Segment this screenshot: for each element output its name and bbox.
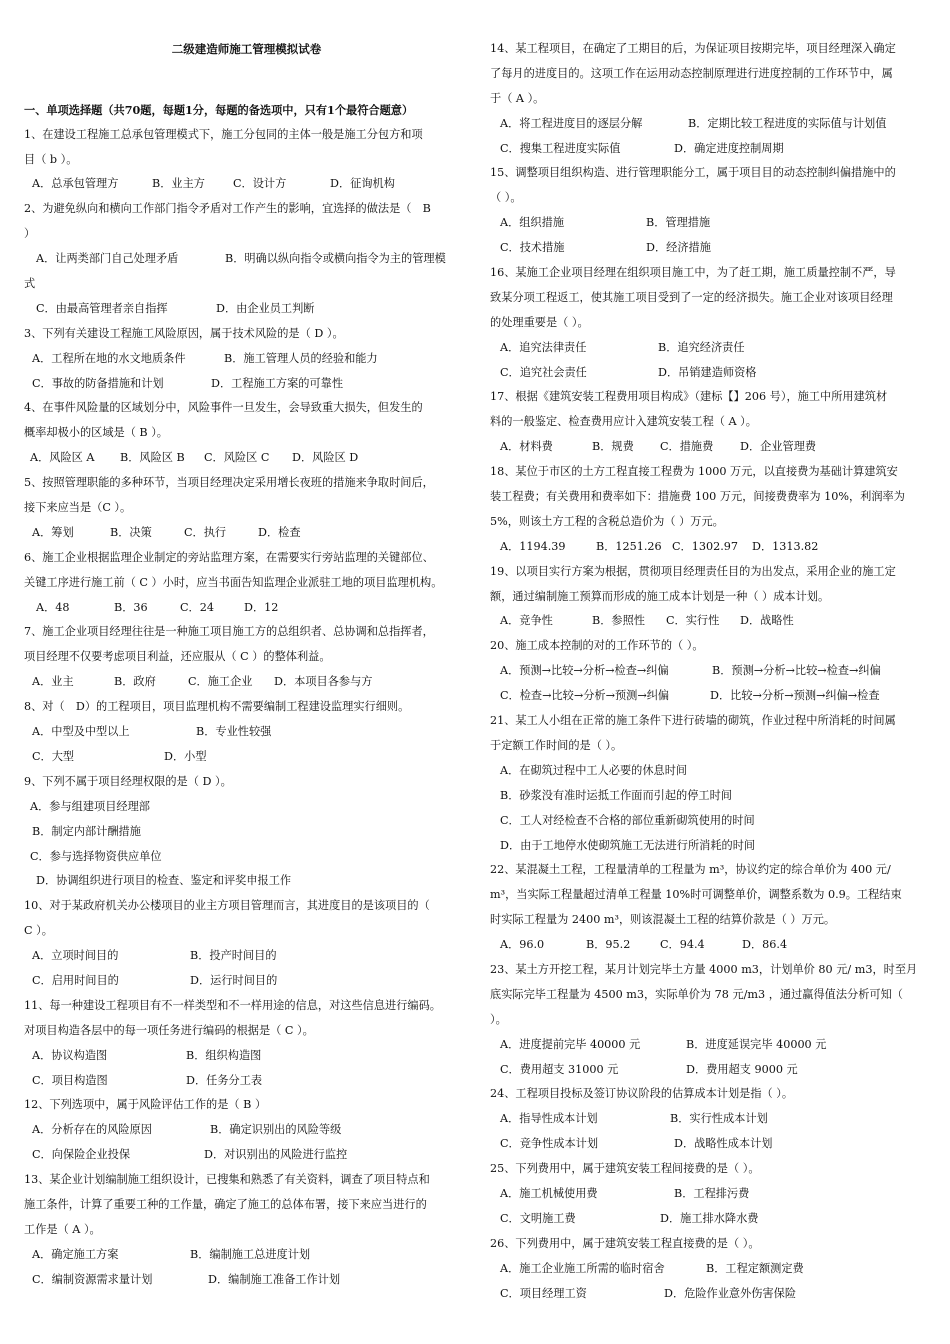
answer-option: D．经济措施 bbox=[646, 241, 711, 255]
question-text: 3、下列有关建设工程施工风险原因，属于技术风险的是（ D ）。 bbox=[24, 326, 344, 340]
answer-options bbox=[24, 745, 469, 770]
question-text: 目（ b ）。 bbox=[24, 152, 78, 166]
question-text: m³，当实际工程量超过清单工程量 10%时可调整单价，调整系数为 0.9。工程结束 bbox=[490, 888, 902, 902]
answer-options bbox=[490, 1132, 935, 1157]
answer-option: D．本项目各参与方 bbox=[274, 675, 373, 689]
answer-option: C．技术措施 bbox=[500, 241, 565, 255]
answer-option: C．执行 bbox=[184, 525, 227, 539]
question-text: 料的一般鉴定、检查费用应计入建筑安装工程（ A ）。 bbox=[490, 415, 757, 429]
right-column bbox=[490, 0, 935, 1306]
answer-option: B．预测→分析→比较→检查→纠偏 bbox=[712, 664, 881, 678]
question-text: 2、为避免纵向和横向工作部门指令矛盾对工作产生的影响，宜选择的做法是（ B bbox=[24, 202, 431, 216]
answer-option: A．追究法律责任 bbox=[500, 340, 587, 354]
answer-option: C．1302.97 bbox=[672, 539, 739, 553]
question-text: 式 bbox=[24, 277, 36, 291]
answer-option: B．政府 bbox=[114, 675, 156, 689]
answer-option: A．立项时间目的 bbox=[32, 949, 119, 963]
question-text: 施工条件，计算了重要工种的工作量，确定了施工的总体布署，接下来应当进行的 bbox=[24, 1197, 427, 1211]
answer-option: B．决策 bbox=[110, 525, 152, 539]
answer-option: B．编制施工总进度计划 bbox=[190, 1247, 311, 1261]
answer-option: B．组织构造图 bbox=[186, 1048, 262, 1062]
spacer bbox=[24, 62, 469, 87]
answer-option: A．1194.39 bbox=[500, 539, 566, 553]
answer-option: B．定期比较工程进度的实际值与计划值 bbox=[688, 116, 887, 130]
question-text: 的处理重要是（ ）。 bbox=[490, 315, 589, 329]
question-text: 7、施工企业项目经理往往是一种施工项目施工方的总组织者、总协调和总指挥者， bbox=[24, 625, 434, 639]
question-text: 时实际工程量为 2400 m³，则该混凝土工程的结算价款是（ ）万元。 bbox=[490, 913, 836, 927]
answer-option: B．1251.26 bbox=[596, 539, 662, 553]
answer-option: C．事故的防备措施和计划 bbox=[32, 376, 164, 390]
answer-option: D．工程施工方案的可靠性 bbox=[211, 376, 344, 390]
answer-option: A．确定施工方案 bbox=[32, 1247, 119, 1261]
answer-options bbox=[24, 446, 469, 471]
question-text: 于定额工作时间的是（ ）。 bbox=[490, 738, 623, 752]
answer-option: C．措施费 bbox=[660, 440, 714, 454]
question-text: 项目经理不仅要考虑项目利益，还应服从（ C ）的整体利益。 bbox=[24, 650, 331, 664]
answer-option: B．业主方 bbox=[152, 177, 205, 191]
question-text: 底实际完毕工程量为 4500 m3，实际单价为 78 元/m3 ，通过赢得值法分析可知（ bbox=[490, 987, 903, 1001]
answer-options bbox=[24, 670, 469, 695]
left-column bbox=[24, 0, 469, 1293]
answer-option: A．中型及中型以上 bbox=[32, 725, 130, 739]
answer-option: D．对识别出的风险进行监控 bbox=[204, 1148, 348, 1162]
answer-options bbox=[24, 372, 469, 397]
left-question-list bbox=[24, 123, 469, 1293]
answer-option: D．比较→分析→预测→纠偏→检查 bbox=[710, 689, 880, 703]
answer-option: C．文明施工费 bbox=[500, 1211, 576, 1225]
answer-option: A．施工机械使用费 bbox=[500, 1186, 598, 1200]
answer-option: A．将工程进度目的逐层分解 bbox=[500, 116, 643, 130]
answer-option: A．进度提前完毕 40000 元 bbox=[500, 1037, 641, 1051]
answer-option: A．协议构造图 bbox=[32, 1048, 108, 1062]
answer-option: B．投产时间目的 bbox=[190, 949, 277, 963]
answer-options bbox=[490, 659, 935, 684]
answer-option: D．风险区 D bbox=[292, 451, 359, 465]
question-text: 工作是（ A ）。 bbox=[24, 1222, 101, 1236]
answer-options bbox=[490, 809, 935, 834]
question-text: 23、某土方开挖工程，某月计划完毕土方量 4000 m3，计划单价 80 元/ m3，时至月 bbox=[490, 962, 918, 976]
answer-option: C．追究社会责任 bbox=[500, 365, 587, 379]
question-text: 17、根据《建筑安装工程费用项目构成》（建标【】206 号），施工中所用建筑材 bbox=[490, 390, 888, 404]
question-text: 对项目构造各层中的每一项任务进行编码的根据是（ C ）。 bbox=[24, 1023, 314, 1037]
question-text: 4、在事件风险量的区域划分中，风险事件一旦发生，会导致重大损失，但发生的 bbox=[24, 401, 423, 415]
answer-option: A．96.0 bbox=[500, 938, 545, 952]
answer-option: D．施工排水降水费 bbox=[660, 1211, 759, 1225]
answer-options bbox=[490, 211, 935, 236]
section-heading: 一、单项选择题（共70题，每题1分，每题的备选项中，只有1个最符合题意） bbox=[24, 102, 414, 117]
answer-option: A．48 bbox=[36, 600, 70, 614]
answer-options bbox=[490, 1107, 935, 1132]
answer-options bbox=[490, 609, 935, 634]
answer-option: B．追究经济责任 bbox=[658, 340, 745, 354]
answer-options bbox=[490, 336, 935, 361]
question-text: 13、某企业计划编制施工组织设计，已搜集和熟悉了有关资料，调查了项目特点和 bbox=[24, 1173, 430, 1187]
answer-option: D．危险作业意外伤害保险 bbox=[664, 1286, 797, 1300]
answer-options bbox=[24, 1069, 469, 1094]
answer-option: C．参与选择物资供应单位 bbox=[30, 849, 162, 863]
answer-option: D．任务分工表 bbox=[186, 1073, 263, 1087]
answer-options bbox=[490, 933, 935, 958]
answer-option: B．施工管理人员的经验和能力 bbox=[224, 351, 378, 365]
answer-option: C．搜集工程进度实际值 bbox=[500, 141, 621, 155]
question-text: ） bbox=[24, 227, 36, 241]
answer-option: C．编制资源需求量计划 bbox=[32, 1272, 153, 1286]
answer-option: D．战略性 bbox=[740, 614, 794, 628]
answer-option: A．竞争性 bbox=[500, 614, 553, 628]
answer-option: A．指导性成本计划 bbox=[500, 1112, 598, 1126]
question-text: 关键工序进行施工前（ C ）小时，应当书面告知监理企业派驻工地的项目监理机构。 bbox=[24, 575, 443, 589]
answer-options bbox=[24, 795, 469, 820]
answer-option: A．总承包管理方 bbox=[32, 177, 119, 191]
answer-options bbox=[24, 944, 469, 969]
answer-option: D．1313.82 bbox=[752, 539, 819, 553]
answer-option: C．向保险企业投保 bbox=[32, 1148, 131, 1162]
answer-options bbox=[490, 1058, 935, 1083]
answer-option: D．由企业员工判断 bbox=[216, 301, 315, 315]
answer-option: B．明确以纵向指令或横向指令为主的管理模 bbox=[225, 252, 446, 266]
answer-option: D．检查 bbox=[258, 525, 301, 539]
answer-option: B．专业性较强 bbox=[196, 725, 272, 739]
answer-options bbox=[490, 834, 935, 859]
answer-options bbox=[24, 347, 469, 372]
answer-option: C．费用超支 31000 元 bbox=[500, 1062, 619, 1076]
question-text: 5%，则该土方工程的含税总造价为（ ）万元。 bbox=[490, 514, 724, 528]
question-text: 10、对于某政府机关办公楼项目的业主方项目管理而言，其进度目的是该项目的（ bbox=[24, 899, 430, 913]
answer-option: C．项目构造图 bbox=[32, 1073, 108, 1087]
answer-option: B．进度延误完毕 40000 元 bbox=[686, 1037, 827, 1051]
question-text: 11、每一种建设工程项目有不一样类型和不一样用途的信息，对这些信息进行编码。 bbox=[24, 998, 441, 1012]
answer-option: C．施工企业 bbox=[188, 675, 253, 689]
answer-options bbox=[24, 720, 469, 745]
answer-option: A．组织措施 bbox=[500, 216, 565, 230]
answer-options bbox=[490, 112, 935, 137]
question-text: 接下来应当是（C ）。 bbox=[24, 501, 132, 515]
question-text: 19、以项目实行方案为根据，贯彻项目经理责任目的为出发点，采用企业的施工定 bbox=[490, 564, 896, 578]
answer-option: D．编制施工准备工作计划 bbox=[208, 1272, 341, 1286]
answer-options bbox=[24, 247, 469, 272]
answer-options bbox=[490, 535, 935, 560]
answer-option: D．协调组织进行项目的检查、鉴定和评奖申报工作 bbox=[36, 874, 292, 888]
question-text: 装工程费；有关费用和费率如下：措施费 100 万元，间接费费率为 10%，利润率为 bbox=[490, 490, 905, 504]
answer-option: C．风险区 C bbox=[204, 451, 270, 465]
answer-option: A．业主 bbox=[32, 675, 74, 689]
question-text: ）。 bbox=[490, 1012, 507, 1026]
answer-option: C．项目经理工资 bbox=[500, 1286, 587, 1300]
answer-options bbox=[24, 869, 469, 894]
answer-option: D．小型 bbox=[164, 749, 207, 763]
answer-option: B．工程定额测定费 bbox=[706, 1261, 804, 1275]
answer-options bbox=[24, 1118, 469, 1143]
answer-option: A．让两类部门自己处理矛盾 bbox=[36, 252, 179, 266]
question-text: C ）。 bbox=[24, 924, 53, 938]
answer-option: B．规费 bbox=[592, 440, 634, 454]
answer-option: B．95.2 bbox=[586, 938, 631, 952]
question-text: 1、在建设工程施工总承包管理模式下，施工分包同的主体一般是施工分包方和项 bbox=[24, 127, 423, 141]
question-text: 6、施工企业根据监理企业制定的旁站监理方案，在需要实行旁站监理的关键部位、 bbox=[24, 550, 434, 564]
answer-option: B．36 bbox=[114, 600, 148, 614]
question-text: 9、下列不属于项目经理权限的是（ D ）。 bbox=[24, 774, 232, 788]
answer-options bbox=[24, 820, 469, 845]
answer-options bbox=[24, 172, 469, 197]
question-text: 5、按照管理职能的多种环节，当项目经理决定采用增长夜班的措施来争取时间后， bbox=[24, 476, 434, 490]
answer-options bbox=[24, 596, 469, 621]
question-text: 21、某工人小组在正常的施工条件下进行砖墙的砌筑，作业过程中所消耗的时间属 bbox=[490, 714, 896, 728]
answer-options bbox=[490, 1207, 935, 1232]
answer-option: C．竞争性成本计划 bbox=[500, 1137, 599, 1151]
answer-options bbox=[24, 969, 469, 994]
answer-options bbox=[490, 784, 935, 809]
answer-option: A．参与组建项目经理部 bbox=[30, 799, 150, 813]
answer-options bbox=[490, 1182, 935, 1207]
spacer bbox=[24, 87, 469, 98]
answer-option: C．实行性 bbox=[666, 614, 720, 628]
answer-option: A．工程所在地的水文地质条件 bbox=[32, 351, 186, 365]
answer-option: D．12 bbox=[244, 600, 279, 614]
answer-options bbox=[24, 1243, 469, 1268]
answer-option: B．确定识别出的风险等级 bbox=[210, 1123, 342, 1137]
question-text: 于（ A ）。 bbox=[490, 91, 545, 105]
answer-option: B．砂浆没有准时运抵工作面而引起的停工时间 bbox=[500, 788, 732, 802]
answer-options bbox=[490, 236, 935, 261]
question-text: 22、某混凝土工程，工程量清单的工程量为 m³，协议约定的综合单价为 400 元/ bbox=[490, 863, 891, 877]
answer-option: B．管理措施 bbox=[646, 216, 711, 230]
answer-option: D．运行时间目的 bbox=[190, 973, 278, 987]
question-text: 概率却极小的区域是（ B ）。 bbox=[24, 426, 168, 440]
answer-option: B．制定内部计酬措施 bbox=[32, 824, 141, 838]
question-text: 致某分项工程返工，使其施工项目受到了一定的经济损失。施工企业对该项目经理 bbox=[490, 290, 893, 304]
answer-options bbox=[24, 521, 469, 546]
question-text: 25、下列费用中，属于建筑安装工程间接费的是（ ）。 bbox=[490, 1162, 760, 1176]
answer-option: C．设计方 bbox=[233, 177, 287, 191]
answer-option: A．筹划 bbox=[32, 525, 74, 539]
question-text: 24、工程项目投标及签订协议阶段的估算成本计划是指（ ）。 bbox=[490, 1087, 794, 1101]
answer-option: A．在砌筑过程中工人必要的休息时间 bbox=[500, 763, 688, 777]
answer-options bbox=[490, 1033, 935, 1058]
page-title: 二级建造师施工管理模拟试卷 bbox=[171, 42, 322, 56]
answer-option: D．费用超支 9000 元 bbox=[686, 1062, 798, 1076]
answer-option: D．企业管理费 bbox=[740, 440, 817, 454]
answer-options bbox=[24, 1044, 469, 1069]
answer-options bbox=[490, 435, 935, 460]
question-text: 了每月的进度目的。这项工作在运用动态控制原理进行进度控制的工作环节中，属 bbox=[490, 66, 893, 80]
answer-option: C．由最高管理者亲自指挥 bbox=[36, 301, 168, 315]
question-text: 8、对（ D）的工程项目，项目监理机构不需要编制工程建设监理实行细则。 bbox=[24, 700, 410, 714]
answer-option: A．施工企业施工所需的临时宿舍 bbox=[500, 1261, 665, 1275]
question-text: 15、调整项目组织构造、进行管理职能分工，属于项目目的动态控制纠偏措施中的 bbox=[490, 166, 896, 180]
answer-options bbox=[490, 137, 935, 162]
answer-option: A．预测→比较→分析→检查→纠偏 bbox=[500, 664, 669, 678]
answer-options bbox=[490, 361, 935, 386]
answer-option: D．战略性成本计划 bbox=[674, 1137, 773, 1151]
question-text: 20、施工成本控制的对的工作环节的（ ）。 bbox=[490, 639, 704, 653]
answer-option: D．吊销建造师资格 bbox=[658, 365, 757, 379]
answer-option: C．启用时间目的 bbox=[32, 973, 119, 987]
answer-options bbox=[24, 1143, 469, 1168]
answer-options bbox=[490, 759, 935, 784]
answer-option: A．风险区 A bbox=[30, 451, 95, 465]
question-text: 26、下列费用中，属于建筑安装工程直接费的是（ ）。 bbox=[490, 1236, 760, 1250]
answer-option: D．确定进度控制周期 bbox=[674, 141, 784, 155]
answer-option: A．材料费 bbox=[500, 440, 553, 454]
question-text: 12、下列选项中，属于风险评估工作的是（ B ） bbox=[24, 1098, 267, 1112]
right-question-list bbox=[490, 37, 935, 1306]
answer-option: C．大型 bbox=[32, 749, 75, 763]
answer-options bbox=[24, 297, 469, 322]
answer-option: B．风险区 B bbox=[120, 451, 185, 465]
answer-options bbox=[490, 1257, 935, 1282]
question-text: （ ）。 bbox=[490, 191, 522, 205]
answer-options bbox=[24, 1268, 469, 1293]
answer-option: B．实行性成本计划 bbox=[670, 1112, 768, 1126]
answer-option: C．工人对经检查不合格的部位重新砌筑使用的时间 bbox=[500, 813, 755, 827]
answer-options bbox=[490, 1282, 935, 1307]
answer-option: B．工程排污费 bbox=[674, 1186, 750, 1200]
answer-options bbox=[24, 845, 469, 870]
answer-option: A．分析存在的风险原因 bbox=[32, 1123, 152, 1137]
answer-option: D．由于工地停水使砌筑施工无法进行所消耗的时间 bbox=[500, 838, 756, 852]
question-text: 16、某施工企业项目经理在组织项目施工中，为了赶工期，施工质量控制不严，导 bbox=[490, 266, 896, 280]
question-text: 额，通过编制施工预算而形成的施工成本计划是一种（ ）成本计划。 bbox=[490, 589, 830, 603]
answer-option: D．86.4 bbox=[742, 938, 788, 952]
question-text: 14、某工程项目，在确定了工期目的后，为保证项目按期完毕，项目经理深入确定 bbox=[490, 42, 896, 55]
answer-options bbox=[490, 684, 935, 709]
answer-option: C．24 bbox=[180, 600, 214, 614]
question-text: 18、某位于市区的土方工程直接工程费为 1000 万元，以直接费为基础计算建筑安 bbox=[490, 465, 898, 479]
answer-option: D．征询机构 bbox=[330, 177, 395, 191]
answer-option: C．检查→比较→分析→预测→纠偏 bbox=[500, 689, 670, 703]
answer-option: B．参照性 bbox=[592, 614, 645, 628]
answer-option: C．94.4 bbox=[660, 938, 705, 952]
